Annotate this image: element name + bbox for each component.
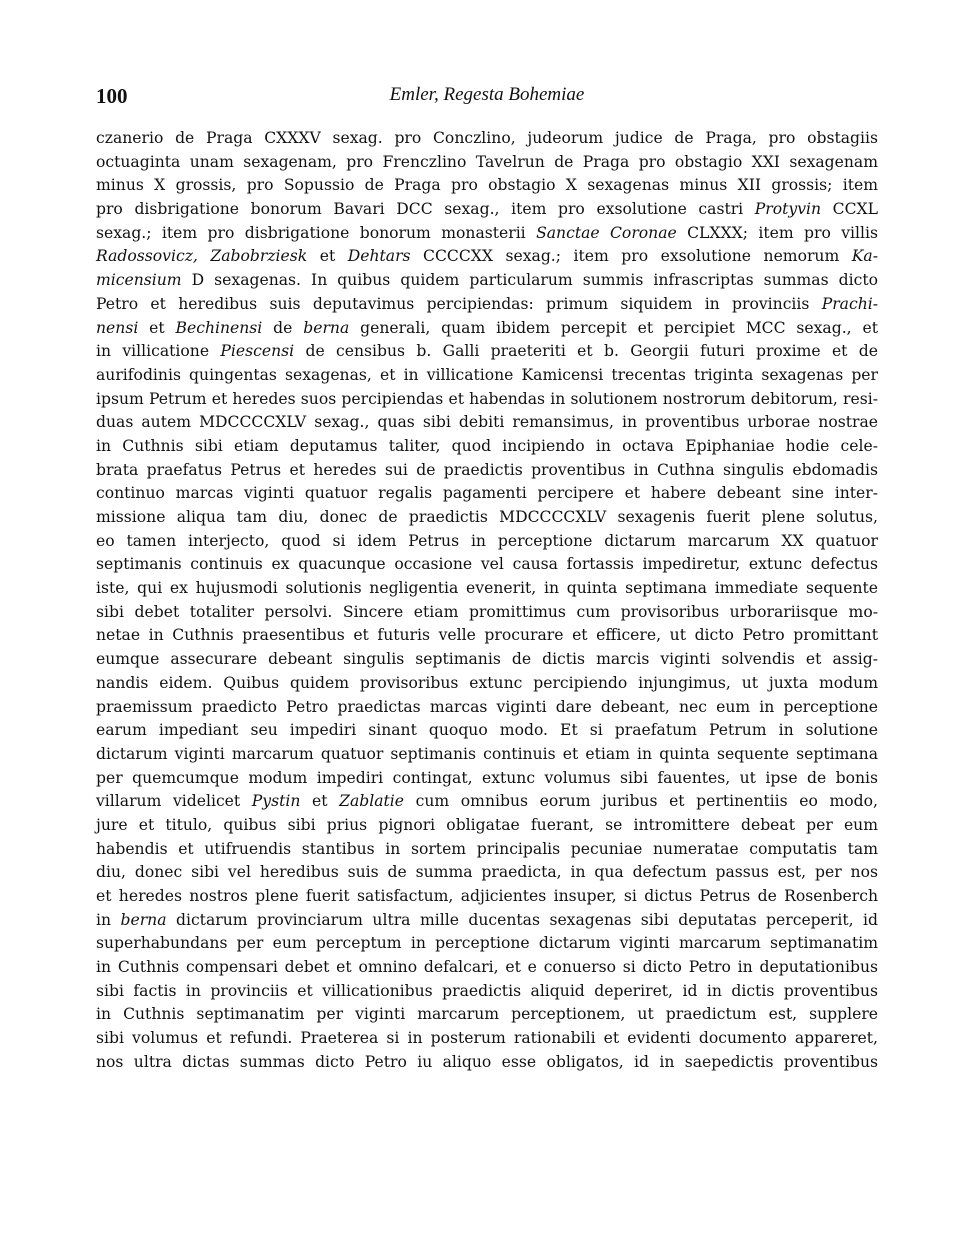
text-line: [96, 601, 878, 625]
text-segment: in Cuthnis compensari debet et omnino defalcari, et e conuerso si dicto Petro in deputationibus: [96, 958, 878, 977]
text-segment: dictarum viginti marcarum quatuor septimanis continuis et etiam in quinta sequente septimana: [96, 744, 878, 763]
text-segment: superhabundans per eum perceptum in perceptione dictarum viginti marcarum septimanatim: [96, 934, 878, 953]
text-line: [96, 648, 878, 672]
text-line: [96, 553, 878, 577]
text-line: [96, 269, 878, 293]
italic-text: Dehtars: [347, 247, 411, 266]
page-number: 100: [96, 84, 128, 108]
text-line: [96, 743, 878, 767]
text-segment: sibi debet totaliter persolvi. Sincere etiam promittimus cum provisoribus urborariisque mo-: [96, 602, 878, 621]
text-segment: generali, quam ibidem percepit et percipiet MCC sexag., et: [349, 318, 878, 337]
italic-text: Ka-: [851, 247, 878, 266]
text-line: [96, 435, 878, 459]
text-line: [96, 482, 878, 506]
text-segment: eumque assecurare debeant singulis septimanis de dictis marcis viginti solvendis et assig-: [96, 650, 878, 669]
italic-text: Zablatie: [339, 792, 404, 811]
text-segment: aurifodinis quingentas sexagenas, et in villicatione Kamicensi trecentas triginta sexagenas per: [96, 365, 878, 384]
text-segment: czanerio de Praga CXXXV sexag. pro Conczlino, judeorum judice de Praga, pro obstagiis: [96, 129, 878, 147]
text-line: [96, 790, 878, 814]
text-segment: iste, qui ex hujusmodi solutionis negligentia evenerit, in quinta septimana immediate sequente: [96, 579, 878, 598]
text-line: [96, 885, 878, 909]
text-line: [96, 127, 878, 151]
text-segment: dictarum provinciarum ultra mille ducentas sexagenas sibi deputatas perceperit, id: [166, 910, 878, 929]
text-line: [96, 245, 878, 269]
text-line: [96, 151, 878, 175]
text-segment: in Cuthnis septimanatim per viginti marcarum perceptionem, ut praedictum est, supplere: [96, 1005, 878, 1024]
text-line: [96, 838, 878, 862]
text-line: [96, 1051, 878, 1075]
text-segment: Petro et heredibus suis deputavimus percipiendas: primum siquidem in provinciis: [96, 294, 822, 313]
text-line: [96, 222, 878, 246]
text-segment: et heredes nostros plene fuerit satisfactum, adjicientes insuper, si dictus Petrus de Rosenberch: [96, 887, 878, 905]
italic-text: berna: [120, 910, 167, 929]
italic-text: berna: [303, 318, 350, 337]
text-segment: praemissum praedicto Petro praedictas marcas viginti dare debeant, nec eum in perceptione: [96, 697, 878, 716]
text-segment: eo tamen interjecto, quod si idem Petrus in perceptione dictarum marcarum XX quatuor: [96, 531, 878, 550]
text-segment: continuo marcas viginti quatuor regalis pagamenti percipere et habere debeant sine inter-: [96, 484, 878, 503]
text-line: [96, 577, 878, 601]
text-segment: et: [307, 247, 348, 266]
text-line: [96, 411, 878, 435]
text-line: [96, 530, 878, 554]
text-segment: cum omnibus eorum juribus et pertinentiis eo modo,: [404, 792, 878, 811]
text-segment: villarum videlicet: [96, 792, 252, 811]
text-segment: CCCCXX sexag.; item pro exsolutione nemorum: [410, 247, 852, 266]
text-line: [96, 956, 878, 980]
italic-text: Pystin: [251, 792, 301, 811]
italic-text: nensi: [96, 318, 139, 337]
text-segment: per quemcumque modum impediri contingat, extunc volumus sibi fauentes, ut ipse de bonis: [96, 768, 878, 787]
text-segment: nos ultra dictas summas dicto Petro iu aliquo esse obligatos, id in saepedictis proventibus: [96, 1052, 878, 1071]
text-segment: minus X grossis, pro Sopussio de Praga pro obstagio X sexagenas minus XII grossis; item: [96, 176, 878, 195]
text-line: [96, 1027, 878, 1051]
text-line: [96, 696, 878, 720]
text-segment: in Cuthnis sibi etiam deputamus taliter, quod incipiendo in octava Epiphaniae hodie cele-: [96, 436, 878, 455]
text-segment: D sexagenas. In quibus quidem particularum summis infrascriptas summas dicto: [181, 271, 878, 290]
text-line: [96, 672, 878, 696]
running-title: Emler, Regesta Bohemiae: [389, 84, 585, 105]
text-line: [96, 932, 878, 956]
text-segment: nandis eidem. Quibus quidem provisoribus extunc percipiendo injungimus, ut juxta modum: [96, 673, 878, 692]
text-line: [96, 459, 878, 483]
text-segment: in villicatione: [96, 342, 221, 361]
italic-text: micensium: [96, 271, 182, 290]
text-line: [96, 506, 878, 530]
text-line: [96, 293, 878, 317]
text-line: [96, 624, 878, 648]
text-line: [96, 980, 878, 1004]
text-segment: sibi factis in provinciis et villicationibus praedictis aliquid deperiret, id in dictis proventibus: [96, 981, 878, 1000]
text-line: [96, 174, 878, 198]
text-segment: brata praefatus Petrus et heredes sui de praedictis proventibus in Cuthna singulis ebdomadis: [96, 460, 878, 479]
text-line: [96, 340, 878, 364]
text-line: [96, 814, 878, 838]
text-line: [96, 767, 878, 791]
text-line: [96, 364, 878, 388]
text-segment: in: [96, 910, 121, 929]
text-line: [96, 317, 878, 341]
text-segment: de: [262, 318, 304, 337]
text-segment: duas autem MDCCCCXLV sexag., quas sibi debiti remansimus, in proventibus urborae nostrae: [96, 413, 878, 432]
text-segment: missione aliqua tam diu, donec de praedictis MDCCCCXLV sexagenis fuerit plene solutus,: [96, 508, 878, 526]
page-header: [96, 84, 878, 112]
text-segment: jure et titulo, quibus sibi prius pignori obligatae fuerant, se intromittere debeat per eum: [96, 815, 878, 834]
text-segment: pro disbrigatione bonorum Bavari DCC sexag., item pro exsolutione castri: [96, 200, 755, 219]
text-line: [96, 861, 878, 885]
italic-text: Piescensi: [220, 342, 295, 361]
text-line: [96, 388, 878, 412]
italic-text: Prachi-: [821, 294, 878, 313]
text-segment: CCXL: [821, 200, 878, 219]
text-segment: habendis et utifruendis stantibus in sortem principalis pecuniae numeratae computatis tam: [96, 839, 878, 858]
text-segment: et: [300, 792, 340, 811]
text-segment: septimanis continuis ex quacunque occasione vel causa fortassis impediretur, extunc defectus: [96, 555, 878, 574]
text-segment: sexag.; item pro disbrigatione bonorum monasterii: [96, 223, 537, 242]
text-segment: et: [138, 318, 176, 337]
text-segment: netae in Cuthnis praesentibus et futuris velle procurare et efficere, ut dicto Petro promittant: [96, 626, 878, 645]
text-line: [96, 1003, 878, 1027]
italic-text: Protyvin: [754, 200, 822, 219]
body-text: [96, 127, 878, 1075]
italic-text: Sanctae Coronae: [536, 223, 677, 242]
text-segment: octuaginta unam sexagenam, pro Frenczlino Tavelrun de Praga pro obstagio XXI sexagenam: [96, 152, 878, 171]
text-segment: CLXXX; item pro villis: [676, 223, 878, 242]
text-segment: diu, donec sibi vel heredibus suis de summa praedicta, in qua defectum passus est, per nos: [96, 863, 878, 882]
italic-text: Bechinensi: [175, 318, 263, 337]
text-line: [96, 198, 878, 222]
text-line: [96, 909, 878, 933]
text-segment: sibi volumus et refundi. Praeterea si in posterum rationabili et evidenti documento appareret,: [96, 1029, 878, 1048]
text-line: [96, 719, 878, 743]
text-segment: earum impediant seu impediri sinant quoquo modo. Et si praefatum Petrum in solutione: [96, 721, 878, 740]
italic-text: Radossovicz, Zabobrziesk: [96, 247, 308, 266]
text-segment: ipsum Petrum et heredes suos percipiendas et habendas in solutionem nostrorum debitorum, resi-: [96, 389, 878, 408]
text-segment: de censibus b. Galli praeteriti et b. Georgii futuri proxime et de: [294, 342, 878, 361]
